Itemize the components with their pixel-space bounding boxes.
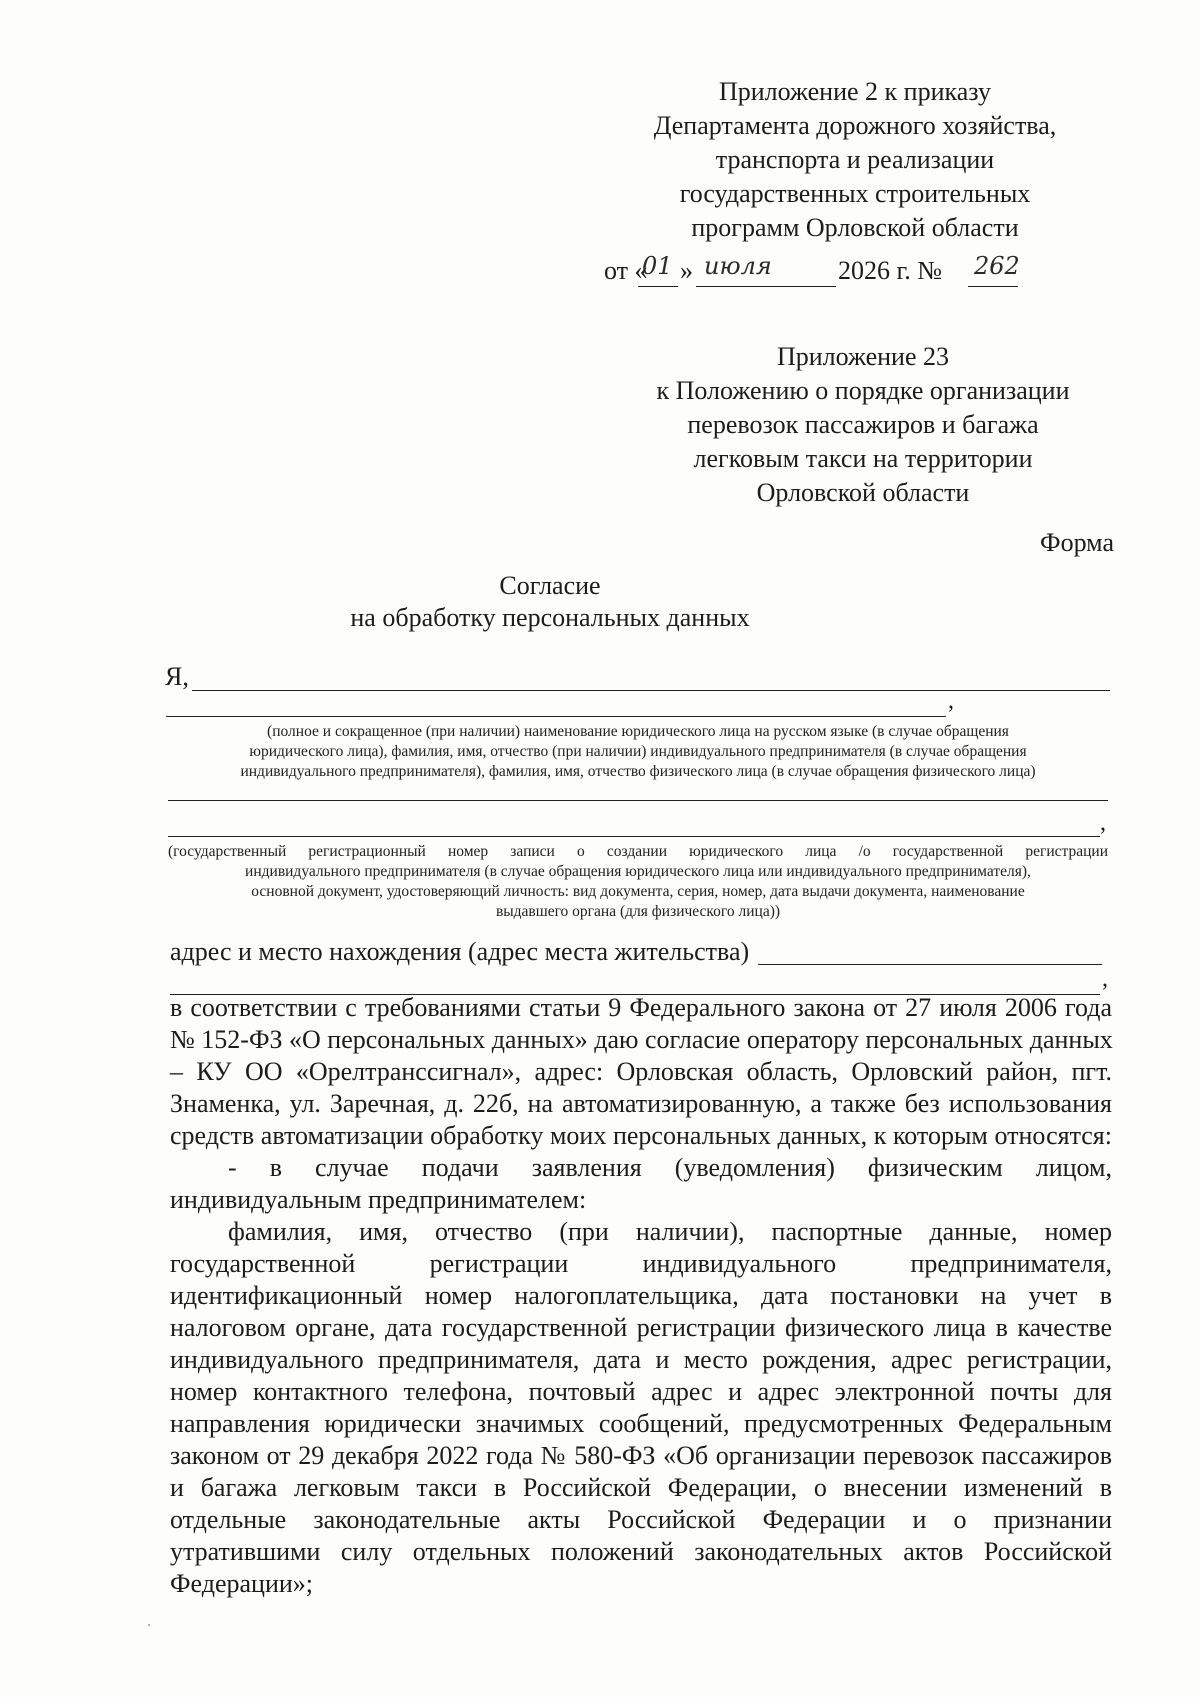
header-line: транспорта и реализации xyxy=(715,145,995,174)
appendix-23-line: перевозок пассажиров и багажа xyxy=(687,410,1039,439)
comma: , xyxy=(1100,810,1106,836)
body-line: - в случае подачи заявления (уведомления) физическим лицом, xyxy=(228,1153,1112,1182)
appendix-23-line: Приложение 23 xyxy=(776,342,950,371)
body-line: Знаменка, ул. Заречная, д. 22б, на автоматизированную, а также без использования xyxy=(170,1089,1112,1118)
header-line: программ Орловской области xyxy=(691,213,1019,242)
name-field-caption xyxy=(168,722,1108,782)
address-field-line-1[interactable] xyxy=(758,964,1102,965)
date-day-underline xyxy=(638,286,678,287)
order-date-line xyxy=(604,252,1064,292)
title-line-2: на обработку персональных данных xyxy=(350,603,750,632)
appendix-23-header xyxy=(608,340,1118,510)
date-number-handwritten: 262 xyxy=(974,252,1020,280)
body-line: утратившими силу отдельных положений законодательных актов Российской xyxy=(170,1537,1112,1566)
body-line: средств автоматизации обработку моих персональных данных, к которым относятся: xyxy=(170,1121,1112,1150)
body-line: в соответствии с требованиями статьи 9 Федерального закона от 27 июля 2006 года xyxy=(170,993,1112,1022)
date-number-underline xyxy=(968,286,1018,287)
date-month-handwritten: июля xyxy=(704,252,772,280)
date-year: 2026 г. № xyxy=(838,256,943,285)
body-line: отдельные законодательные акты Российской Федерации и о признании xyxy=(170,1505,1112,1534)
address-label: адрес и место нахождения (адрес места жительства) xyxy=(170,937,750,966)
body-line: направления юридически значимых сообщений, предусмотренных Федеральным xyxy=(170,1409,1112,1438)
registration-field-caption xyxy=(168,842,1108,922)
caption-line: (полное и сокращенное (при наличии) наименование юридического лица на русском языке (в случае обращения xyxy=(267,723,1009,740)
caption-line: индивидуального предпринимателя (в случае обращения юридического лица или индивидуального предпринимателя), xyxy=(245,863,1031,880)
comma: , xyxy=(1102,966,1108,992)
body-line: индивидуальным предпринимателем: xyxy=(170,1185,587,1214)
caption-line: юридического лица), фамилия, имя, отчество (при наличии) индивидуального предпринимателя (в случае обращения xyxy=(249,743,1027,760)
caption-line: (государственный регистрационный номер записи о создании юридического лица /о государственной регистрации xyxy=(168,843,1108,860)
i-label: Я, xyxy=(165,662,189,691)
body-line: Федерации»; xyxy=(170,1569,314,1598)
appendix-23-line: к Положению о порядке организации xyxy=(656,376,1070,405)
body-line: и багажа легковым такси в Российской Федерации, о внесении изменений в xyxy=(170,1473,1112,1502)
body-line: идентификационный номер налогоплательщика, дата постановки на учет в xyxy=(170,1281,1112,1310)
body-line: фамилия, имя, отчество (при наличии), паспортные данные, номер xyxy=(228,1217,1112,1246)
header-line: Департамента дорожного хозяйства, xyxy=(653,111,1057,140)
header-line: государственных строительных xyxy=(679,179,1031,208)
body-line: государственной регистрации индивидуального предпринимателя, xyxy=(170,1249,1112,1278)
caption-line: выдавшего органа (для физического лица)) xyxy=(495,903,781,920)
body-line: налоговом органе, дата государственной регистрации физического лица в качестве xyxy=(170,1313,1112,1342)
header-line: Приложение 2 к приказу xyxy=(718,77,991,106)
appendix-2-header xyxy=(600,75,1110,245)
body-line: индивидуального предпринимателя, дата и место рождения, адрес регистрации, xyxy=(170,1345,1112,1374)
comma: , xyxy=(948,688,954,714)
caption-line: основной документ, удостоверяющий личность: вид документа, серия, номер, дата выдачи документа, наименование xyxy=(251,883,1025,900)
scan-speck xyxy=(148,1624,150,1626)
body-line: – КУ ОО «Орелтранссигнал», адрес: Орловская область, Орловский район, пгт. xyxy=(170,1057,1112,1086)
name-field-line-1[interactable] xyxy=(192,690,1110,691)
date-month-underline xyxy=(696,286,836,287)
consent-body xyxy=(170,992,1112,1600)
registration-field-line-1[interactable] xyxy=(168,800,1108,801)
document-title xyxy=(250,570,850,634)
title-line-1: Согласие xyxy=(499,571,601,600)
form-label: Форма xyxy=(1040,528,1114,557)
appendix-23-line: Орловской области xyxy=(756,478,970,507)
body-line: законом от 29 декабря 2022 года № 580-ФЗ «Об организации перевозок пассажиров xyxy=(170,1441,1112,1470)
name-field-line-2[interactable] xyxy=(166,716,946,717)
date-mid: » xyxy=(680,256,693,285)
date-day-handwritten: 01 xyxy=(642,252,673,280)
body-line: № 152-ФЗ «О персональных данных» даю согласие оператору персональных данных xyxy=(170,1025,1113,1054)
registration-field-line-2[interactable] xyxy=(168,836,1100,837)
appendix-23-line: легковым такси на территории xyxy=(693,444,1033,473)
body-line: номер контактного телефона, почтовый адрес и адрес электронной почты для xyxy=(170,1377,1112,1406)
date-prefix: от « xyxy=(604,256,648,285)
caption-line: индивидуального предпринимателя), фамилия, имя, отчество физического лица (в случае обращения физического лица) xyxy=(240,763,1036,780)
